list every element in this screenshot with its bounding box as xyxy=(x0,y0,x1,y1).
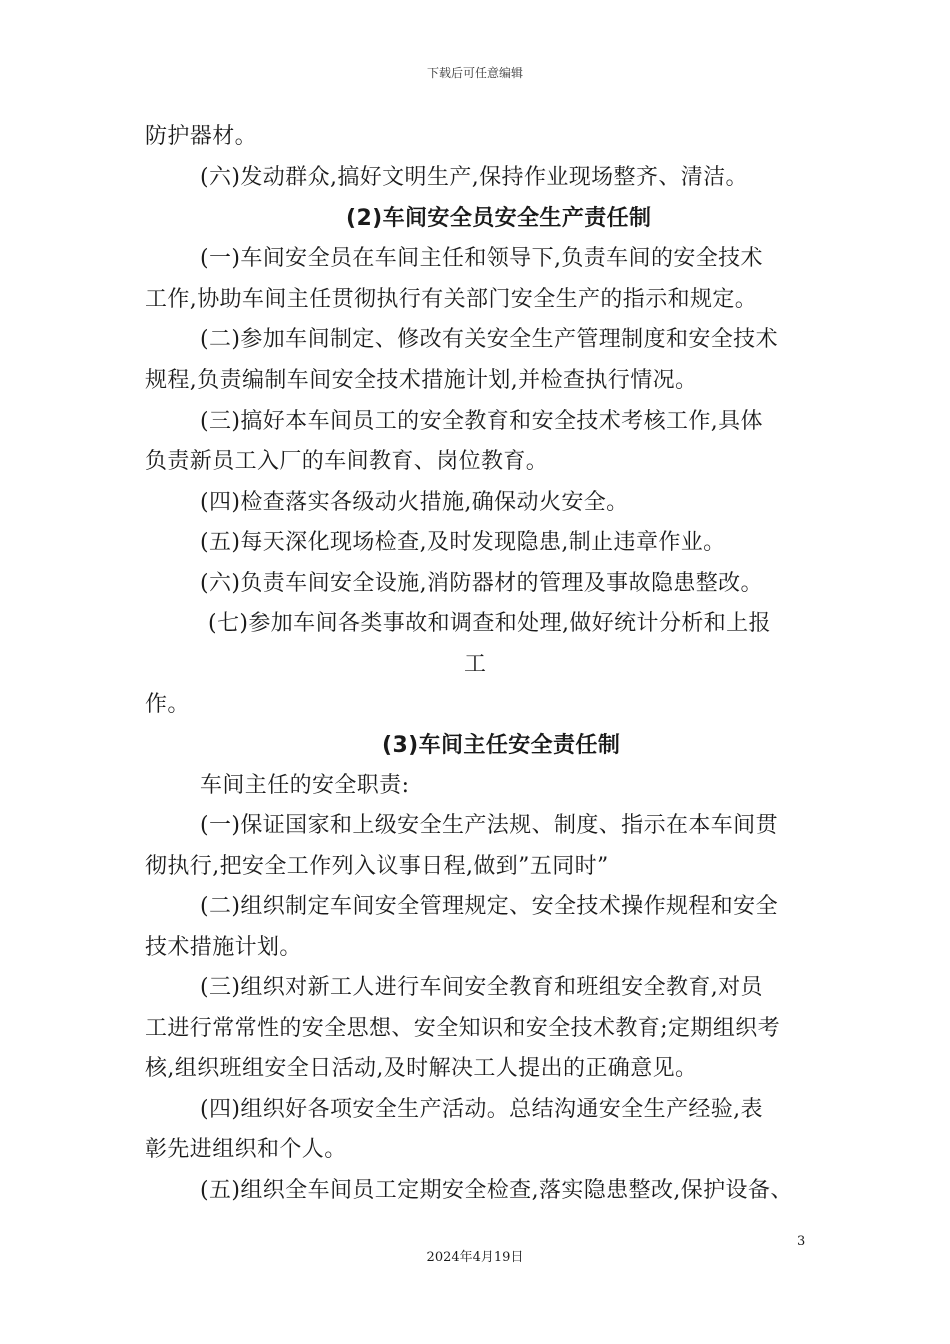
body-line: 核,组织班组安全日活动,及时解决工人提出的正确意见。 xyxy=(145,1056,698,1081)
section-heading: (3)车间主任安全责任制 xyxy=(382,733,621,758)
body-line: 工进行常常性的安全思想、安全知识和安全技术教育;定期组织考 xyxy=(145,1016,781,1041)
body-line: (二)参加车间制定、修改有关安全生产管理制度和安全技术 xyxy=(200,327,778,352)
footer-date: 2024年4月19日 xyxy=(426,1250,524,1265)
body-line: (一)车间安全员在车间主任和领导下,负责车间的安全技术 xyxy=(200,246,763,271)
body-line: (四)组织好各项安全生产活动。总结沟通安全生产经验,表 xyxy=(200,1097,763,1122)
body-line: 技术措施计划。 xyxy=(145,935,302,960)
body-line: (五)每天深化现场检查,及时发现隐患,制止违章作业。 xyxy=(200,530,726,555)
body-line: (一)保证国家和上级安全生产法规、制度、指示在本车间贯 xyxy=(200,813,778,838)
body-line: (五)组织全车间员工定期安全检查,落实隐患整改,保护设备、 xyxy=(200,1178,793,1203)
body-line: 车间主任的安全职责: xyxy=(200,773,410,798)
body-line: 彰先进组织和个人。 xyxy=(145,1137,347,1162)
body-line: 工作,协助车间主任贯彻执行有关部门安全生产的指示和规定。 xyxy=(145,287,758,312)
body-line: (七)参加车间各类事故和调查和处理,做好统计分析和上报 xyxy=(208,611,771,636)
body-line: 彻执行,把安全工作列入议事日程,做到”五同时” xyxy=(145,854,609,879)
body-line: 防护器材。 xyxy=(145,124,258,149)
body-line: (六)负责车间安全设施,消防器材的管理及事故隐患整改。 xyxy=(200,571,763,596)
body-line: (六)发动群众,搞好文明生产,保持作业现场整齐、清洁。 xyxy=(200,165,748,190)
body-line: 作。 xyxy=(145,692,190,717)
page-number: 3 xyxy=(797,1234,806,1249)
body-line: (三)组织对新工人进行车间安全教育和班组安全教育,对员 xyxy=(200,975,763,1000)
body-line: (二)组织制定车间安全管理规定、安全技术操作规程和安全 xyxy=(200,894,778,919)
section-heading: (2)车间安全员安全生产责任制 xyxy=(346,206,652,231)
body-line: 规程,负责编制车间安全技术措施计划,并检查执行情况。 xyxy=(145,368,698,393)
body-line: 工 xyxy=(464,652,487,677)
body-line: (四)检查落实各级动火措施,确保动火安全。 xyxy=(200,490,629,515)
body-line: (三)搞好本车间员工的安全教育和安全技术考核工作,具体 xyxy=(200,409,763,434)
body-line: 负责新员工入厂的车间教育、岗位教育。 xyxy=(145,449,549,474)
page-header: 下载后可任意编辑 xyxy=(426,66,523,80)
